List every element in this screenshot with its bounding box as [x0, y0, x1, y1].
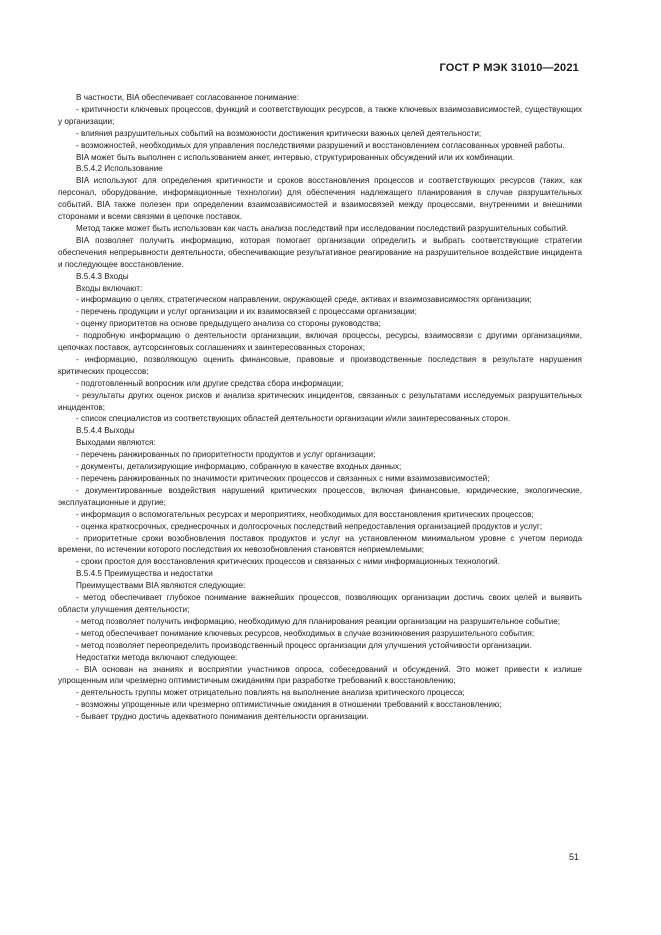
paragraph: - сроки простоя для восстановления критических процессов и связанных с ними информационных технологий. — [76, 557, 500, 567]
paragraph: - оценка краткосрочных, среднесрочных и долгосрочных последствий непредоставления организацией продуктов и услуг; — [76, 521, 543, 531]
paragraph: - метод позволяет переопределить производственный процесс организации для улучшения устойчивости организации. — [76, 640, 532, 650]
paragraph: BIA может быть выполнен с использованием анкет, интервью, структурированных обсуждений или их комбинации. — [76, 152, 515, 162]
paragraph: Преимуществами BIA являются следующие: — [76, 581, 246, 591]
paragraph: - возможны упрощенные или чрезмерно оптимистичные ожидания в отношении требований к восстановлению; — [76, 700, 502, 710]
paragraph: - перечень продукции и услуг организации и их взаимосвязей с процессами организации; — [76, 307, 417, 317]
paragraph: - бывает трудно достичь адекватного понимания деятельности организации. — [76, 712, 369, 722]
page-body — [58, 92, 582, 723]
paragraph: - возможностей, необходимых для управления последствиями разрушений и восстановлением согласованных уровней работы. — [76, 140, 565, 150]
paragraph: - информация о вспомогательных ресурсах и мероприятиях, необходимых для восстановления критических процессов; — [76, 509, 534, 519]
paragraph: - перечень ранжированных по приоритетности продуктов и услуг организации; — [76, 450, 376, 460]
paragraph: Недостатки метода включают следующее: — [76, 652, 238, 662]
paragraph: - метод позволяет получить информацию, необходимую для планирования реакции организации на разрушительное событие; — [76, 616, 561, 626]
section-heading: В.5.4.2 Использование — [76, 164, 163, 174]
document-header: ГОСТ Р МЭК 31010—2021 — [439, 62, 579, 74]
paragraph: - подробную информацию о деятельности организации, включая процессы, ресурсы, взаимосвязи с другими организациями, цепочках поставок, аутсорсинговых соглашениях и заинтересованных сторонах; — [58, 331, 582, 353]
paragraph: BIA используют для определения критичности и сроков восстановления процессов и соответствующих ресурсов (таких, как персонал, оборудование, информационные технологии) для обеспечения надлежащего планирования в случае разрушительных событий. BIA также полезен при определении взаимозависимостей и взаимосвязей между процессами, внутренними и внешними сторонами и всеми связями в цепочке поставок. — [58, 176, 582, 222]
paragraph: - документы, детализирующие информацию, собранную в качестве входных данных; — [76, 462, 402, 472]
paragraph: - критичности ключевых процессов, функций и соответствующих ресурсов, а также ключевых взаимозависимостей, существующих у организации; — [58, 104, 582, 126]
section-heading: В.5.4.3 Входы — [76, 271, 129, 281]
paragraph: Входы включают: — [76, 283, 143, 293]
paragraph: - оценку приоритетов на основе предыдущего анализа со стороны руководства; — [76, 319, 381, 329]
paragraph: - подготовленный вопросник или другие средства сбора информации; — [76, 378, 344, 388]
paragraph: Выходами являются: — [76, 438, 156, 448]
paragraph: - метод обеспечивает глубокое понимание важнейших процессов, позволяющих организации достичь своих целей и выявить области улучшения деятельности; — [58, 593, 582, 614]
paragraph: - информацию о целях, стратегическом направлении, окружающей среде, активах и взаимозависимостях организации; — [76, 295, 532, 305]
paragraph: - список специалистов из соответствующих областей деятельности организации и/или заинтересованных сторон. — [76, 414, 511, 424]
paragraph: - информацию, позволяющую оценить финансовые, правовые и производственные последствия в результате нарушения критических процессов; — [58, 354, 582, 376]
paragraph: В частности, BIA обеспечивает согласованное понимание: — [76, 93, 299, 102]
paragraph: - деятельность группы может отрицательно повлиять на выполнение анализа критического процесса; — [76, 688, 465, 698]
paragraph: - метод обеспечивает понимание ключевых ресурсов, необходимых в случае возникновения разрушительного события; — [76, 628, 535, 638]
section-heading: В.5.4.5 Преимущества и недостатки — [76, 569, 213, 579]
paragraph: - влияния разрушительных событий на возможности достижения критически важных целей деятельности; — [76, 128, 482, 138]
paragraph: - результаты других оценок рисков и анализа критических инцидентов, связанных с результатами исследуемых разрушительных инцидентов; — [58, 390, 582, 412]
page-number: 51 — [568, 852, 579, 862]
paragraph: - перечень ранжированных по значимости критических процессов и связанных с ними взаимозависимостей; — [76, 474, 490, 483]
paragraph: Метод также может быть использован как часть анализа последствий при исследовании последствий разрушительных событий. — [76, 223, 569, 233]
section-heading: В.5.4.4 Выходы — [76, 426, 135, 436]
paragraph: BIA позволяет получить информацию, которая помогает организации определить и выбрать соответствующие стратегии обеспечения непрерывности деятельности, обеспечивающие результативное реагирование на разрушительное воздействие инцидента и последующее восстановление. — [58, 235, 582, 269]
paragraph: - BIA основан на знаниях и восприятии участников опроса, собеседований и обсуждений. Это может привести к излише упрощенным или чрезмерно оптимистичным ожиданиям при разработке требований к восстановлению; — [58, 664, 582, 686]
paragraph: - документированные воздействия нарушений критических процессов, включая финансовые, юридические, экологические, эксплуатационные и другие; — [58, 485, 582, 507]
paragraph: - приоритетные сроки возобновления поставок продуктов и услуг на установленном минимальном уровне с учетом периода времени, по истечении которого последствия их невозобновления становятся неприемлемыми; — [58, 533, 582, 555]
